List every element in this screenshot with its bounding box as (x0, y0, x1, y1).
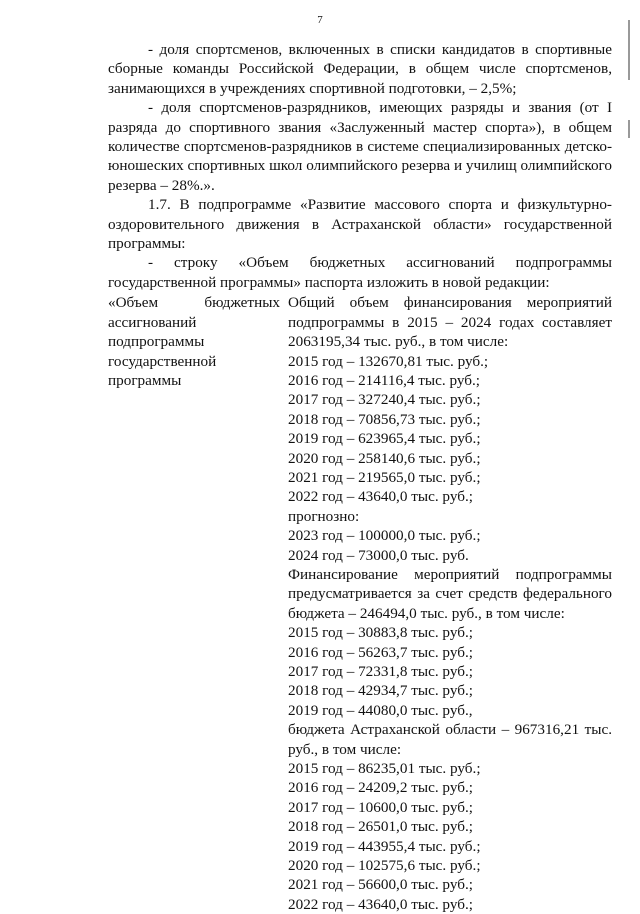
paragraph: - строку «Объем бюджетных ассигнований подпрограммы государственной программы» паспорта изложить в новой редакции: (108, 254, 612, 291)
total-year-line: 2020 год – 258140,6 тыс. руб.; (288, 449, 481, 467)
regional-year-line: 2015 год – 86235,01 тыс. руб.; (288, 760, 481, 778)
regional-year-line: 2020 год – 102575,6 тыс. руб.; (288, 857, 481, 875)
total-year-line: 2017 год – 327240,4 тыс. руб.; (288, 391, 481, 409)
forecast-year-line: 2023 год – 100000,0 тыс. руб.; (288, 527, 481, 545)
federal-year-line: 2016 год – 56263,7 тыс. руб.; (288, 643, 473, 661)
regional-year-line: 2021 год – 56600,0 тыс. руб.; (288, 876, 473, 894)
total-year-line: 2018 год – 70856,73 тыс. руб.; (288, 410, 481, 428)
scan-edge-mark (628, 120, 630, 138)
regional-budget-text: бюджета Астраханской области – 967316,21 тыс. руб., в том числе: (288, 721, 612, 758)
federal-year-line: 2018 год – 42934,7 тыс. руб.; (288, 682, 473, 700)
passport-label-cell: «Объем бюджетных ассигнований подпрограммы государственной программы (108, 294, 280, 389)
scan-edge-mark (628, 20, 630, 80)
paragraph: - доля спортсменов-разрядников, имеющих разряды и звания (от I разряда до спортивного звания «Заслуженный мастер спорта»), в общем количестве спортсменов-разрядников в системе специализированных детско-юношеских спортивных школ олимпийского резерва и училищ олимпийского резерва – 28%.». (108, 99, 612, 194)
total-financing-text: Общий объем финансирования мероприятий подпрограммы в 2015 – 2024 годах составляет 2063195,34 тыс. руб., в том числе: (288, 294, 612, 351)
page-number: 7 (317, 14, 323, 26)
regional-year-line: 2017 год – 10600,0 тыс. руб.; (288, 798, 473, 816)
regional-year-line: 2022 год – 43640,0 тыс. руб.; (288, 895, 473, 913)
federal-year-line: 2019 год – 44080,0 тыс. руб., (288, 701, 473, 719)
regional-year-line: 2016 год – 24209,2 тыс. руб.; (288, 779, 473, 797)
total-year-line: 2021 год – 219565,0 тыс. руб.; (288, 468, 481, 486)
passport-row (108, 293, 612, 914)
forecast-label: прогнозно: (288, 507, 360, 525)
total-year-line: 2016 год – 214116,4 тыс. руб.; (288, 371, 480, 389)
forecast-year-line: 2024 год – 73000,0 тыс. руб. (288, 546, 469, 564)
document-body (108, 40, 612, 914)
regional-year-line: 2018 год – 26501,0 тыс. руб.; (288, 818, 473, 836)
federal-budget-text: Финансирование мероприятий подпрограммы предусматривается за счет средств федерального бюджета – 246494,0 тыс. руб., в том числе: (288, 565, 612, 622)
total-year-line: 2015 год – 132670,81 тыс. руб.; (288, 352, 489, 370)
paragraph: - доля спортсменов, включенных в списки кандидатов в спортивные сборные команды Российской Федерации, в общем числе спортсменов, занимающихся в учреждениях спортивной подготовки, – 2,5%; (108, 41, 612, 97)
passport-value-cell (288, 293, 612, 914)
federal-year-line: 2015 год – 30883,8 тыс. руб.; (288, 624, 473, 642)
federal-year-line: 2017 год – 72331,8 тыс. руб.; (288, 663, 473, 680)
total-year-line: 2019 год – 623965,4 тыс. руб.; (288, 430, 481, 448)
total-year-line: 2022 год – 43640,0 тыс. руб.; (288, 488, 473, 506)
regional-year-line: 2019 год – 443955,4 тыс. руб.; (288, 837, 481, 855)
paragraph: 1.7. В подпрограмме «Развитие массового спорта и физкультурно-оздоровительного движения в Астраханской области» государственной программы: (108, 196, 612, 253)
